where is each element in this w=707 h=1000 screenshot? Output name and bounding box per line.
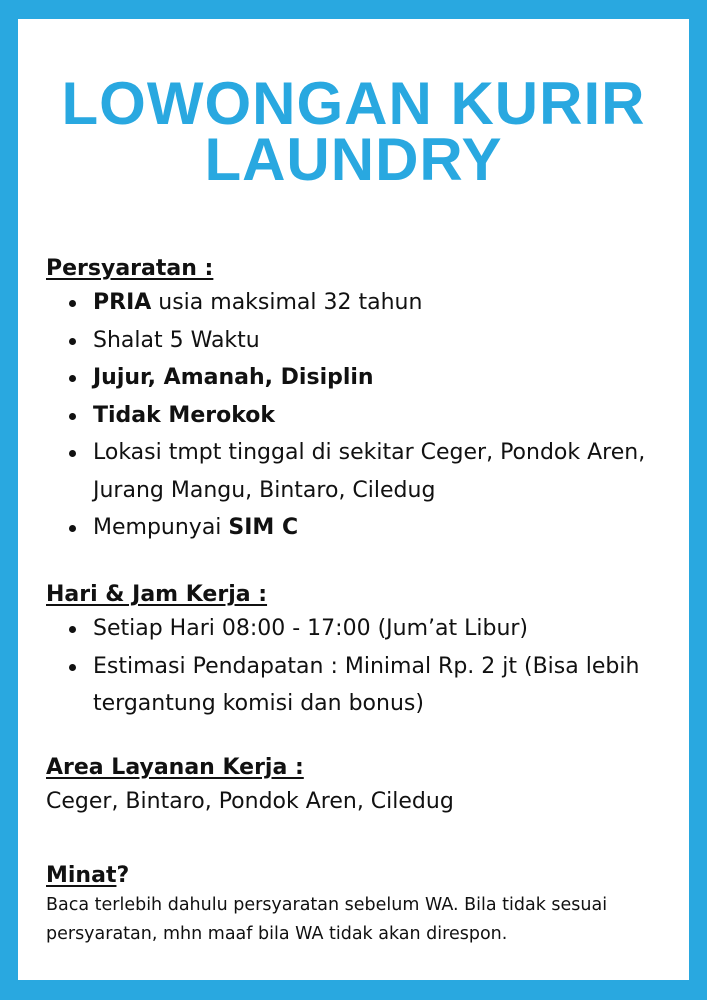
list-item <box>93 359 676 397</box>
schedule-list <box>46 610 676 723</box>
title-line-2: LAUNDRY <box>204 126 503 193</box>
area-text: Ceger, Bintaro, Pondok Aren, Ciledug <box>46 789 454 814</box>
item-bold: SIM C <box>228 515 299 540</box>
list-item <box>93 322 676 360</box>
requirements-list <box>46 284 676 547</box>
interest-text: Baca terlebih dahulu persyaratan sebelum WA. Bila tidak sesuai persyaratan, mhn maaf bila WA tidak akan direspon. <box>46 895 608 944</box>
list-item <box>93 397 676 435</box>
schedule-section <box>46 580 676 723</box>
area-heading: Area Layanan Kerja : <box>46 755 304 780</box>
item-text: Mempunyai <box>93 515 229 540</box>
area-section <box>46 753 676 820</box>
item-text: Lokasi tmpt tinggal di sekitar Ceger, Pondok Aren, Jurang Mangu, Bintaro, Ciledug <box>93 440 646 503</box>
list-item: Setiap Hari 08:00 - 17:00 (Jum’at Libur) <box>93 610 676 648</box>
interest-section <box>46 861 676 949</box>
requirements-heading: Persyaratan : <box>46 256 214 281</box>
item-bold: PRIA <box>93 290 152 315</box>
question-mark: ? <box>116 863 130 888</box>
interest-heading: Minat <box>46 863 117 888</box>
list-item: Estimasi Pendapatan : Minimal Rp. 2 jt (Bisa lebih tergantung komisi dan bonus) <box>93 648 676 723</box>
schedule-heading: Hari & Jam Kerja : <box>46 582 268 607</box>
item-text: Shalat 5 Waktu <box>93 327 260 353</box>
title-line-1: LOWONGAN KURIR <box>61 70 646 137</box>
list-item <box>93 434 676 509</box>
poster-title <box>0 70 707 193</box>
item-bold: Tidak Merokok <box>93 402 275 428</box>
list-item <box>93 509 676 547</box>
list-item <box>93 284 676 322</box>
requirements-section <box>46 254 676 547</box>
item-text: usia maksimal 32 tahun <box>151 290 423 315</box>
item-bold: Jujur, Amanah, Disiplin <box>93 365 374 390</box>
